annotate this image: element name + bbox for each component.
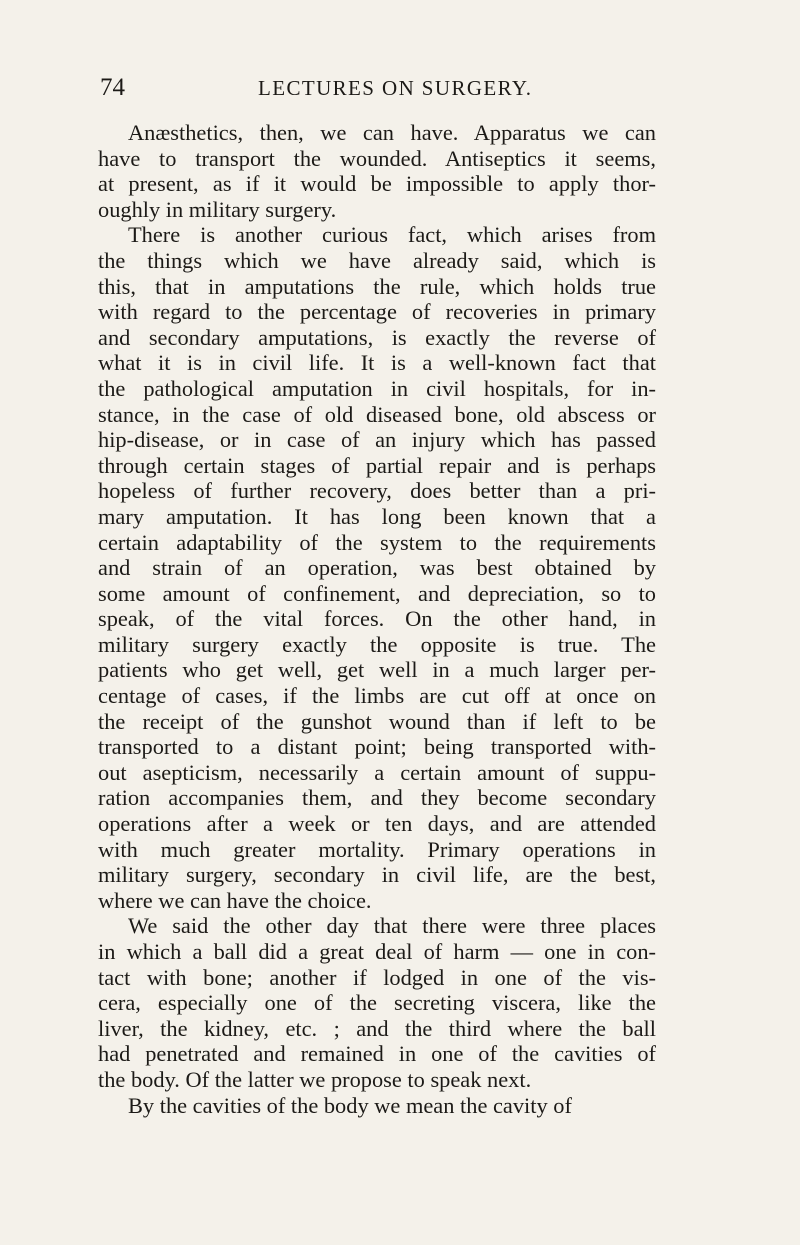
running-head: LECTURES ON SURGERY.: [258, 76, 533, 100]
page-number: 74: [100, 74, 125, 101]
text-line: the pathological amputation in civil hospitals, for in-: [98, 375, 656, 401]
text-line: operations after a week or ten days, and are attended: [98, 811, 656, 837]
text-line: tact with bone; another if lodged in one of the vis-: [98, 964, 656, 990]
body-text: [98, 120, 656, 1118]
text-line: some amount of confinement, and depreciation, so to: [98, 580, 656, 606]
page-header: [100, 74, 660, 104]
text-line: through certain stages of partial repair and is perhaps: [98, 452, 656, 478]
text-line: this, that in amputations the rule, which holds true: [98, 273, 656, 299]
text-line: hopeless of further recovery, does better than a pri-: [98, 478, 656, 504]
text-line: Anæsthetics, then, we can have. Apparatus we can: [128, 120, 656, 145]
text-line: with much greater mortality. Primary operations in: [98, 836, 656, 862]
text-line: speak, of the vital forces. On the other hand, in: [98, 606, 656, 632]
text-line: military surgery exactly the opposite is true. The: [98, 631, 656, 657]
text-line: stance, in the case of old diseased bone, old abscess or: [98, 401, 656, 427]
text-line: and secondary amputations, is exactly the reverse of: [98, 324, 656, 350]
text-line: the things which we have already said, which is: [98, 247, 656, 273]
text-line: and strain of an operation, was best obtained by: [98, 555, 656, 581]
text-line: We said the other day that there were three places: [128, 913, 656, 939]
text-line: cera, especially one of the secreting viscera, like the: [98, 990, 656, 1016]
text-line: the body. Of the latter we propose to speak next.: [98, 1066, 532, 1092]
text-line: the receipt of the gunshot wound than if left to be: [98, 708, 656, 734]
text-line: at present, as if it would be impossible to apply thor-: [98, 171, 656, 197]
text-line: centage of cases, if the limbs are cut off at once on: [98, 683, 656, 709]
text-line: liver, the kidney, etc. ; and the third where the ball: [98, 1015, 656, 1041]
text-line: out asepticism, necessarily a certain amount of suppu-: [98, 759, 656, 785]
text-line: where we can have the choice.: [98, 887, 372, 913]
text-line: oughly in military surgery.: [98, 196, 337, 222]
text-line: military surgery, secondary in civil life, are the best,: [98, 862, 656, 888]
text-line: with regard to the percentage of recoveries in primary: [98, 299, 656, 325]
text-line: certain adaptability of the system to the requirements: [98, 529, 656, 555]
text-line: had penetrated and remained in one of the cavities of: [98, 1041, 656, 1067]
text-line: have to transport the wounded. Antiseptics it seems,: [98, 145, 656, 171]
text-line: what it is in civil life. It is a well-known fact that: [98, 350, 656, 376]
text-line: By the cavities of the body we mean the cavity of: [128, 1092, 572, 1118]
text-line: patients who get well, get well in a much larger per-: [98, 657, 656, 683]
text-line: hip-disease, or in case of an injury which has passed: [98, 427, 656, 453]
text-line: ration accompanies them, and they become secondary: [98, 785, 656, 811]
text-line: in which a ball did a great deal of harm — one in con-: [98, 939, 656, 964]
text-line: transported to a distant point; being transported with-: [98, 734, 656, 760]
text-line: There is another curious fact, which arises from: [128, 222, 656, 248]
text-line: mary amputation. It has long been known that a: [98, 503, 656, 529]
